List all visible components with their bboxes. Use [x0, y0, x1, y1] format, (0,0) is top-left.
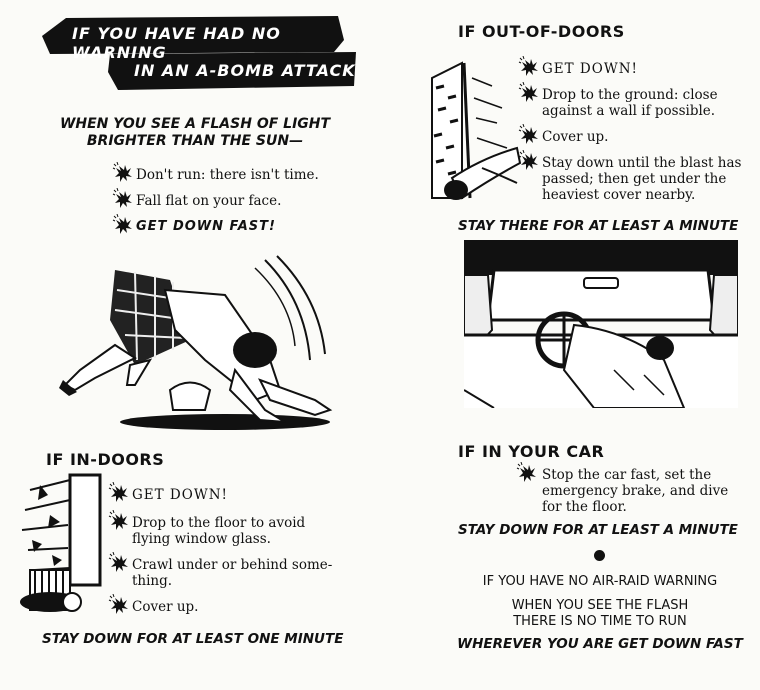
- falling-person-illustration: [55, 250, 345, 435]
- blast-bullet-icon: [112, 214, 134, 236]
- indoors-item-1: GET DOWN!: [132, 487, 228, 503]
- blast-bullet-icon: [518, 56, 540, 78]
- flash-item-2: Fall flat on your face.: [136, 193, 282, 209]
- outdoors-item-3: Cover up.: [542, 129, 609, 145]
- blast-bullet-icon: [518, 150, 540, 172]
- car-heading: IF IN YOUR CAR: [458, 442, 605, 461]
- footer-line-3: THERE IS NO TIME TO RUN: [513, 614, 687, 629]
- indoors-item-3b: thing.: [132, 573, 173, 589]
- flash-item-1: Don't run: there isn't time.: [136, 167, 319, 183]
- outdoors-item-2b: against a wall if possible.: [542, 103, 716, 119]
- outdoors-wall-illustration: [422, 58, 522, 208]
- car-interior-illustration: [464, 240, 738, 408]
- indoors-item-4: Cover up.: [132, 599, 199, 615]
- car-stay-text: STAY DOWN FOR AT LEAST A MINUTE: [458, 522, 738, 538]
- blast-bullet-icon: [518, 82, 540, 104]
- footer-line-4: WHEREVER YOU ARE GET DOWN FAST: [457, 636, 743, 652]
- blast-bullet-icon: [518, 124, 540, 146]
- blast-bullet-icon: [108, 482, 130, 504]
- blast-bullet-icon: [108, 594, 130, 616]
- blast-bullet-icon: [112, 162, 134, 184]
- title-banner: [38, 12, 356, 92]
- outdoors-heading: IF OUT-OF-DOORS: [458, 22, 625, 41]
- flash-heading-line-2: BRIGHTER THAN THE SUN—: [86, 133, 304, 149]
- blast-bullet-icon: [516, 462, 538, 484]
- outdoors-item-2a: Drop to the ground: close: [542, 87, 718, 103]
- blast-bullet-icon: [112, 188, 134, 210]
- flash-heading: [40, 116, 350, 150]
- indoors-item-2a: Drop to the floor to avoid: [132, 515, 306, 531]
- footer-block: [450, 574, 750, 652]
- indoors-item-2b: flying window glass.: [132, 531, 271, 547]
- outdoors-item-4b: passed; then get under the: [542, 171, 727, 187]
- indoors-heading: IF IN-DOORS: [46, 450, 165, 469]
- banner-line-1: IF YOU HAVE HAD NO WARNING: [72, 24, 281, 62]
- car-line-2: emergency brake, and dive: [542, 483, 729, 499]
- outdoors-item-4a: Stay down until the blast has: [542, 155, 742, 171]
- indoors-item-3a: Crawl under or behind some-: [132, 557, 333, 573]
- blast-bullet-icon: [108, 510, 130, 532]
- banner-line-2: IN AN A-BOMB ATTACK: [134, 61, 356, 80]
- outdoors-item-4c: heaviest cover nearby.: [542, 187, 696, 203]
- flash-heading-line-1: WHEN YOU SEE A FLASH OF LIGHT: [59, 116, 331, 132]
- separator-dot: [594, 550, 605, 561]
- footer-line-2: WHEN YOU SEE THE FLASH: [511, 598, 689, 613]
- indoors-stay-text: STAY DOWN FOR AT LEAST ONE MINUTE: [42, 631, 344, 647]
- flash-item-3: GET DOWN FAST!: [136, 219, 276, 234]
- outdoors-stay-text: STAY THERE FOR AT LEAST A MINUTE: [458, 218, 739, 234]
- indoors-window-illustration: [10, 470, 110, 620]
- blast-bullet-icon: [108, 552, 130, 574]
- car-line-1: Stop the car fast, set the: [542, 467, 712, 483]
- outdoors-item-1: GET DOWN!: [542, 61, 638, 77]
- car-line-3: for the floor.: [542, 499, 627, 515]
- footer-line-1: IF YOU HAVE NO AIR-RAID WARNING: [482, 574, 718, 589]
